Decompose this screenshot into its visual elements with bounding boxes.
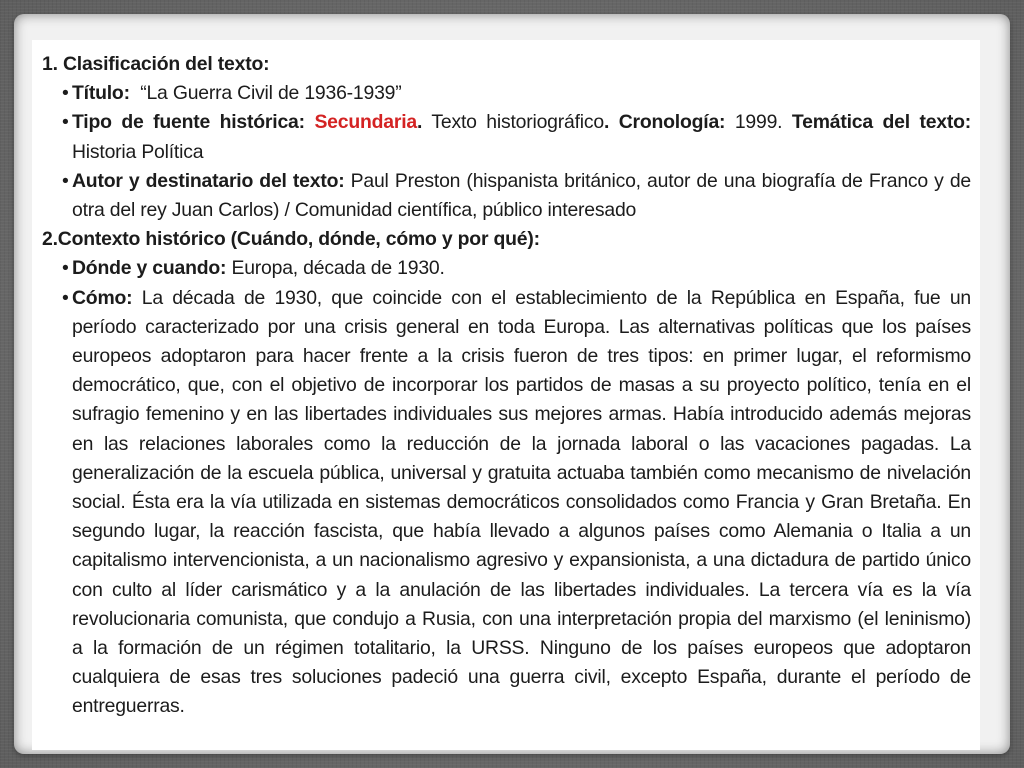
bullet-icon: • (62, 286, 69, 309)
cronologia-value: 1999. (725, 111, 783, 134)
titulo-label: Título: (72, 82, 130, 105)
tipo-fuente-value: Secundaria (314, 111, 417, 134)
tipo-fuente-dot: . (416, 111, 423, 134)
bullet-tipo-fuente (42, 108, 971, 166)
bullet-icon: • (62, 82, 69, 105)
autor-value: Paul Preston (hispanista británico, autor de una biografía de Franco y de otra del rey Juan Carlos) / Comunidad científica, público interesado (72, 169, 971, 222)
section-1-heading: 1. Clasificación del texto: (42, 53, 270, 75)
titulo-value: “La Guerra Civil de 1936-1939” (129, 82, 402, 105)
section-2-heading: 2.Contexto histórico (Cuándo, dónde, cómo y por qué): (42, 228, 540, 251)
bullet-autor (42, 167, 971, 225)
tematica-value: Historia Política (72, 140, 204, 163)
bullet-icon: • (62, 257, 69, 280)
donde-cuando-value: Europa, década de 1930. (226, 257, 445, 280)
bullet-titulo (42, 79, 971, 108)
text-content-box (32, 40, 980, 750)
como-label: Cómo: (72, 286, 133, 309)
bullet-como (42, 284, 971, 722)
tipo-fuente-label: Tipo de fuente histórica: (72, 111, 305, 134)
tipo-fuente-desc: Texto historiográfico (422, 111, 604, 134)
bullet-icon: • (62, 111, 69, 134)
bullet-icon: • (62, 169, 69, 192)
document-text (42, 50, 971, 722)
donde-cuando-label: Dónde y cuando: (72, 257, 227, 280)
cronologia-label: . Cronología: (603, 111, 726, 134)
como-value: La década de 1930, que coincide con el establecimiento de la República en España, fue un período caracterizado por una crisis general en toda Europa. Las alternativas políticas que los países europeos adoptaron para hacer frente a la crisis fueron de tres tipos: en primer lugar, el reformismo democrático, que, con el objetivo de incorporar los partidos de masas a su proyecto político, tenía en el sufragio femenino y en las libertades individuales sus mejores armas. Había introducido además mejoras en las relaciones laborales como la reducción de la jornada laboral o las vacaciones pagadas. La generalización de la escuela pública, universal y gratuita actuaba también como mecanismo de nivelación social. Ésta era la vía utilizada en sistemas democráticos consolidados como Francia y Gran Bretaña. En segundo lugar, la reacción fascista, que había llevado a algunos países como Alemania o Italia a un capitalismo intervencionista, a un nacionalismo agresivo y expansionista, a una dictadura de partido único con culto al líder carismático y a la anulación de las libertades individuales. La tercera vía es la vía revolucionaria comunista, que condujo a Rusia, con una interpretación propia del marxismo (el leninismo) a la formación de un régimen totalitario, la URSS. Ninguno de los países europeos que adoptaron cualquiera de esas tres soluciones padeció una guerra civil, excepto España, durante el período de entreguerras. (72, 286, 971, 718)
autor-label: Autor y destinatario del texto: (72, 169, 345, 192)
tematica-label: Temática del texto: (782, 111, 972, 134)
bullet-donde-cuando (42, 254, 971, 283)
